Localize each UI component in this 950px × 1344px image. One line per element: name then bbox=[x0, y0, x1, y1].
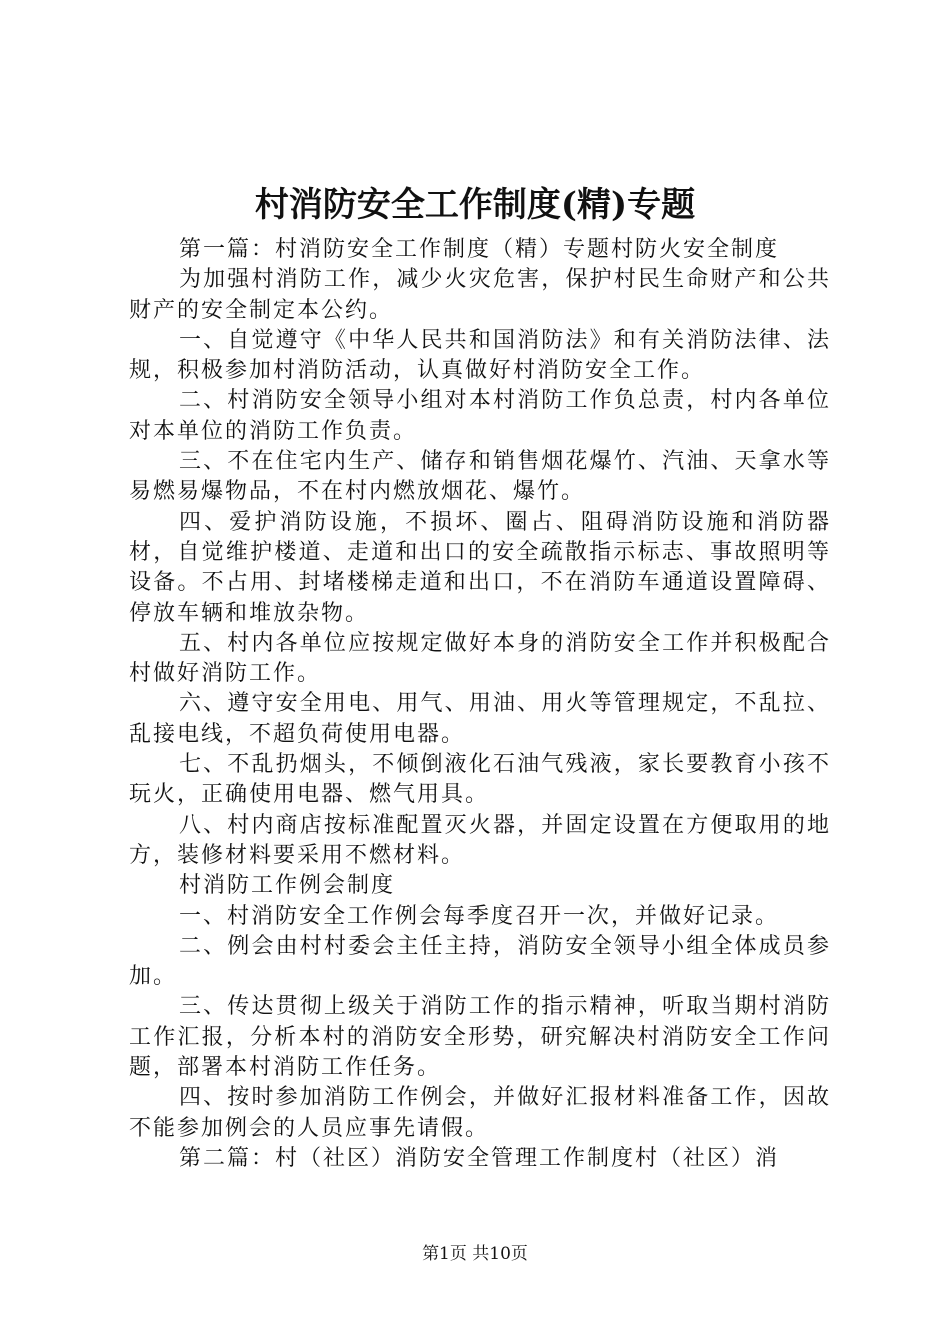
paragraph: 四、按时参加消防工作例会，并做好汇报材料准备工作，因故不能参加例会的人员应事先请假。 bbox=[129, 1085, 831, 1141]
paragraph: 三、传达贯彻上级关于消防工作的指示精神，听取当期村消防工作汇报，分析本村的消防安全形势，研究解决村消防安全工作问题，部署本村消防工作任务。 bbox=[129, 994, 831, 1081]
paragraph: 第二篇：村（社区）消防安全管理工作制度村（社区）消 bbox=[179, 1145, 780, 1171]
paragraph: 四、爱护消防设施，不损坏、圈占、阻碍消防设施和消防器材，自觉维护楼道、走道和出口的安全疏散指示标志、事故照明等设备。不占用、封堵楼梯走道和出口，不在消防车通道设置障碍、停放车辆和堆放杂物。 bbox=[129, 509, 831, 626]
paragraph: 五、村内各单位应按规定做好本身的消防安全工作并积极配合村做好消防工作。 bbox=[129, 630, 831, 687]
paragraph: 二、村消防安全领导小组对本村消防工作负总责，村内各单位对本单位的消防工作负责。 bbox=[129, 388, 831, 444]
paragraph: 六、遵守安全用电、用气、用油、用火等管理规定，不乱拉、乱接电线，不超负荷使用电器。 bbox=[129, 691, 831, 747]
paragraph: 一、自觉遵守《中华人民共和国消防法》和有关消防法律、法规，积极参加村消防活动，认真做好村消防安全工作。 bbox=[129, 327, 831, 384]
paragraph: 一、村消防安全工作例会每季度召开一次，并做好记录。 bbox=[179, 903, 780, 929]
page-footer: 第1页 共10页 bbox=[422, 1244, 528, 1264]
document-body bbox=[129, 235, 831, 1174]
paragraph: 二、例会由村村委会主任主持，消防安全领导小组全体成员参加。 bbox=[129, 933, 831, 990]
paragraph: 七、不乱扔烟头，不倾倒液化石油气残液，家长要教育小孩不玩火，正确使用电器、燃气用具。 bbox=[129, 752, 831, 808]
document-title: 村消防安全工作制度(精)专题 bbox=[254, 185, 696, 225]
paragraph: 第一篇：村消防安全工作制度（精）专题村防火安全制度 bbox=[179, 237, 780, 262]
section-heading: 村消防工作例会制度 bbox=[179, 873, 396, 899]
paragraph: 三、不在住宅内生产、储存和销售烟花爆竹、汽油、天拿水等易燃易爆物品，不在村内燃放烟花、爆竹。 bbox=[129, 449, 831, 505]
paragraph: 为加强村消防工作，减少火灾危害，保护村民生命财产和公共财产的安全制定本公约。 bbox=[129, 267, 831, 323]
paragraph: 八、村内商店按标准配置灭火器，并固定设置在方便取用的地方，装修材料要采用不燃材料。 bbox=[129, 812, 831, 868]
